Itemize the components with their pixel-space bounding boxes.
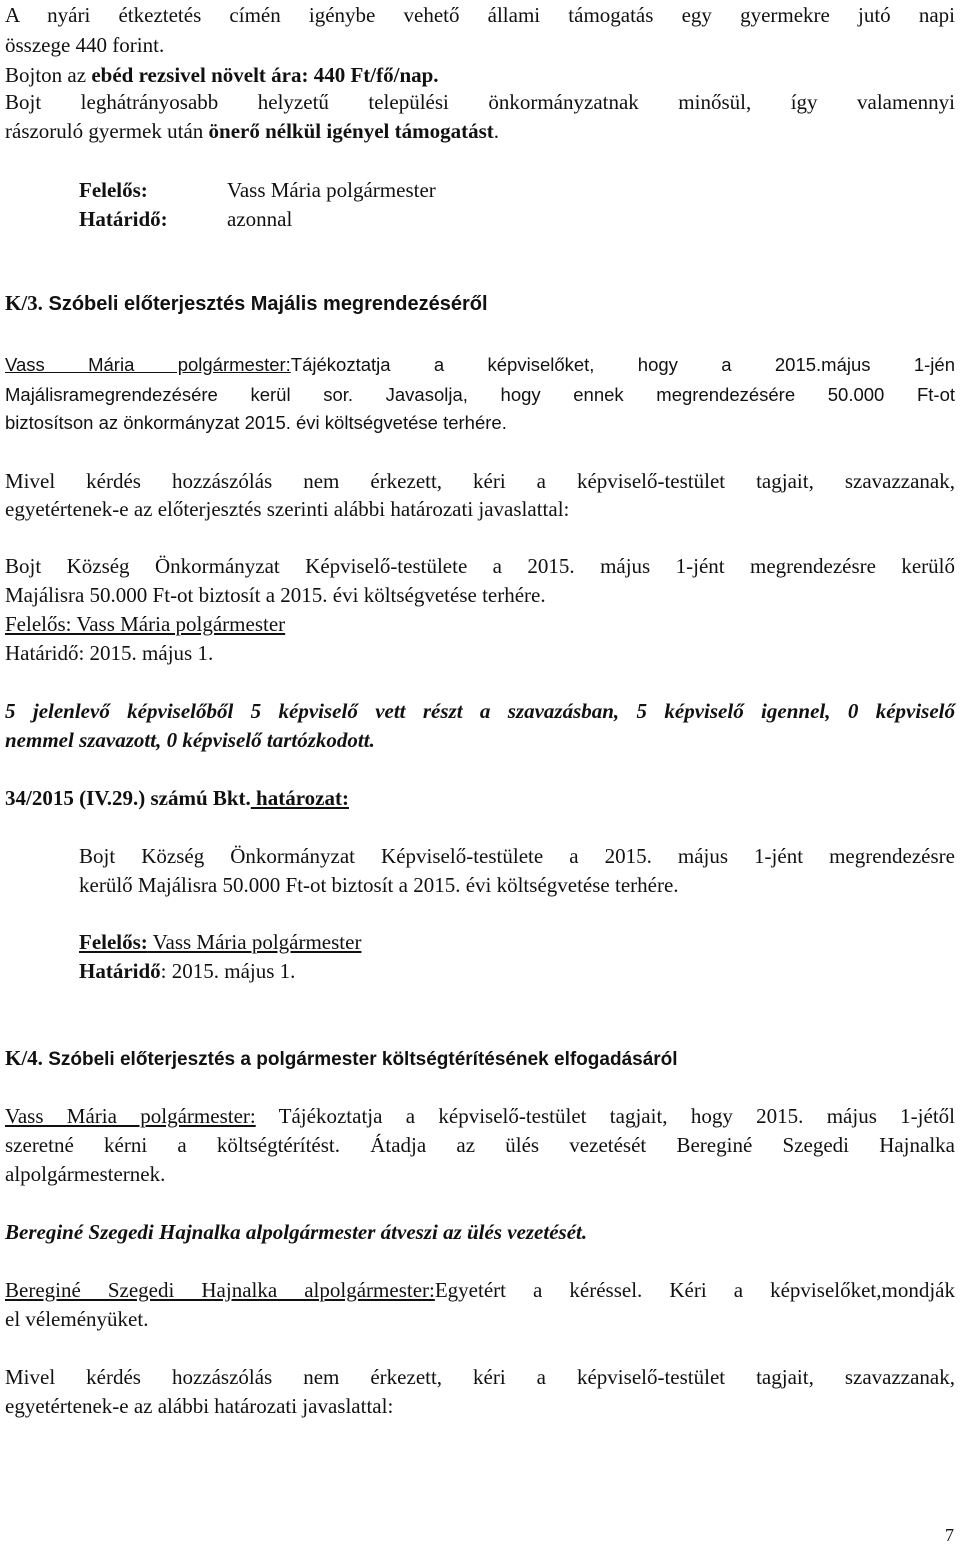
speaker-label: Bereginé Szegedi Hajnalka alpolgármester: (5, 1278, 435, 1302)
support-emphasis: önerő nélkül igényel támogatást (208, 119, 494, 143)
paragraph-line (5, 1103, 955, 1129)
text-run: Egyetért a kéréssel. Kéri a képviselőket,mondják (434, 1278, 955, 1302)
paragraph-line: A nyári étkeztetés címén igénybe vehető állami támogatás egy gyermekre jutó napi (5, 3, 955, 27)
section-heading-k4 (5, 1045, 678, 1073)
paragraph-line: alpolgármesternek. (5, 1162, 166, 1186)
text-run: rászoruló gyermek után (5, 119, 209, 143)
paragraph-line (5, 352, 955, 378)
paragraph-line: Bojt leghátrányosabb helyzetű települési önkormányzatnak minősül, így valamennyi (5, 90, 955, 114)
handover-note: Bereginé Szegedi Hajnalka alpolgármester átveszi az ülés vezetését. (5, 1220, 588, 1244)
paragraph-line: biztosítson az önkormányzat 2015. évi költségvetése terhére. (5, 412, 507, 433)
text-run: . (493, 119, 499, 143)
section-number: K/4. (5, 1046, 43, 1070)
section-title: Szóbeli előterjesztés Majális megrendezéséről (42, 293, 488, 315)
speaker-label: Vass Mária polgármester: (5, 354, 291, 375)
price-emphasis: ebéd rezsivel növelt ára: 440 Ft/fő/nap. (91, 63, 439, 87)
resolution-text: Bojt Község Önkormányzat Képviselő-testülete a 2015. május 1-jént megrendezésre (79, 844, 955, 868)
paragraph-line: egyetértenek-e az alábbi határozati javaslattal: (5, 1394, 394, 1418)
paragraph-line: Majálisra 50.000 Ft-ot biztosít a 2015. évi költségvetése terhére. (5, 583, 546, 607)
resolution-felelos (79, 929, 361, 955)
hatarido-value: azonnal (227, 207, 293, 231)
vote-result: nemmel szavazott, 0 képviselő tartózkodott. (5, 728, 375, 752)
resolution-number: 34/2015 (IV.29.) számú Bkt. (5, 786, 251, 810)
paragraph-line: összege 440 forint. (5, 33, 165, 57)
hatarido-value: : 2015. május 1. (160, 959, 296, 983)
page-number: 7 (945, 1525, 954, 1545)
speaker-label: Vass Mária polgármester: (5, 1104, 256, 1128)
section-title: Szóbeli előterjesztés a polgármester költségtérítésének elfogadásáról (42, 1049, 678, 1070)
text-run: Bojton az (5, 63, 92, 87)
vote-result: 5 jelenlevő képviselőből 5 képviselő vett részt a szavazásban, 5 képviselő igennel, 0 képviselő (5, 699, 955, 723)
resolution-text: kerülő Majálisra 50.000 Ft-ot biztosít a 2015. évi költségvetése terhére. (79, 873, 679, 897)
hatarido-label: Határidő (79, 959, 161, 983)
felelos-value: Vass Mária polgármester (227, 178, 436, 202)
paragraph-line: Mivel kérdés hozzászólás nem érkezett, kéri a képviselő-testület tagjait, szavazzanak, (5, 1365, 955, 1389)
proposal-felelos: Felelős: Vass Mária polgármester (5, 612, 286, 636)
proposal-hatarido: Határidő: 2015. május 1. (5, 641, 214, 665)
paragraph-line (5, 1277, 955, 1303)
section-number: K/3. (5, 291, 43, 315)
text-run: Tájékoztatja a képviselőket, hogy a 2015.május 1-jén (290, 354, 955, 375)
section-heading-k3 (5, 290, 488, 317)
resolution-hatarido (79, 958, 295, 984)
resolution-label: határozat: (250, 786, 349, 810)
paragraph-line (5, 62, 439, 88)
felelos-label: Felelős: (79, 930, 148, 954)
paragraph-line (5, 118, 499, 144)
text-run: Tájékoztatja a képviselő-testület tagjait, hogy 2015. május 1-jétől (255, 1104, 955, 1128)
paragraph-line: Mivel kérdés hozzászólás nem érkezett, kéri a képviselő-testület tagjait, szavazzanak, (5, 469, 955, 493)
resolution-title (5, 785, 349, 811)
hatarido-label: Határidő: (79, 207, 168, 231)
paragraph-line: egyetértenek-e az előterjesztés szerinti alábbi határozati javaslattal: (5, 497, 570, 521)
paragraph-line: Majálisramegrendezésére kerül sor. Javasolja, hogy ennek megrendezésére 50.000 Ft-ot (5, 384, 955, 405)
paragraph-line: szeretné kérni a költségtérítést. Átadja az ülés vezetését Bereginé Szegedi Hajnalka (5, 1133, 955, 1157)
felelos-label: Felelős: (79, 178, 148, 202)
paragraph-line: Bojt Község Önkormányzat Képviselő-testülete a 2015. május 1-jént megrendezésre kerülő (5, 554, 955, 578)
paragraph-line: el véleményüket. (5, 1307, 149, 1331)
felelos-value: Vass Mária polgármester (147, 930, 362, 954)
